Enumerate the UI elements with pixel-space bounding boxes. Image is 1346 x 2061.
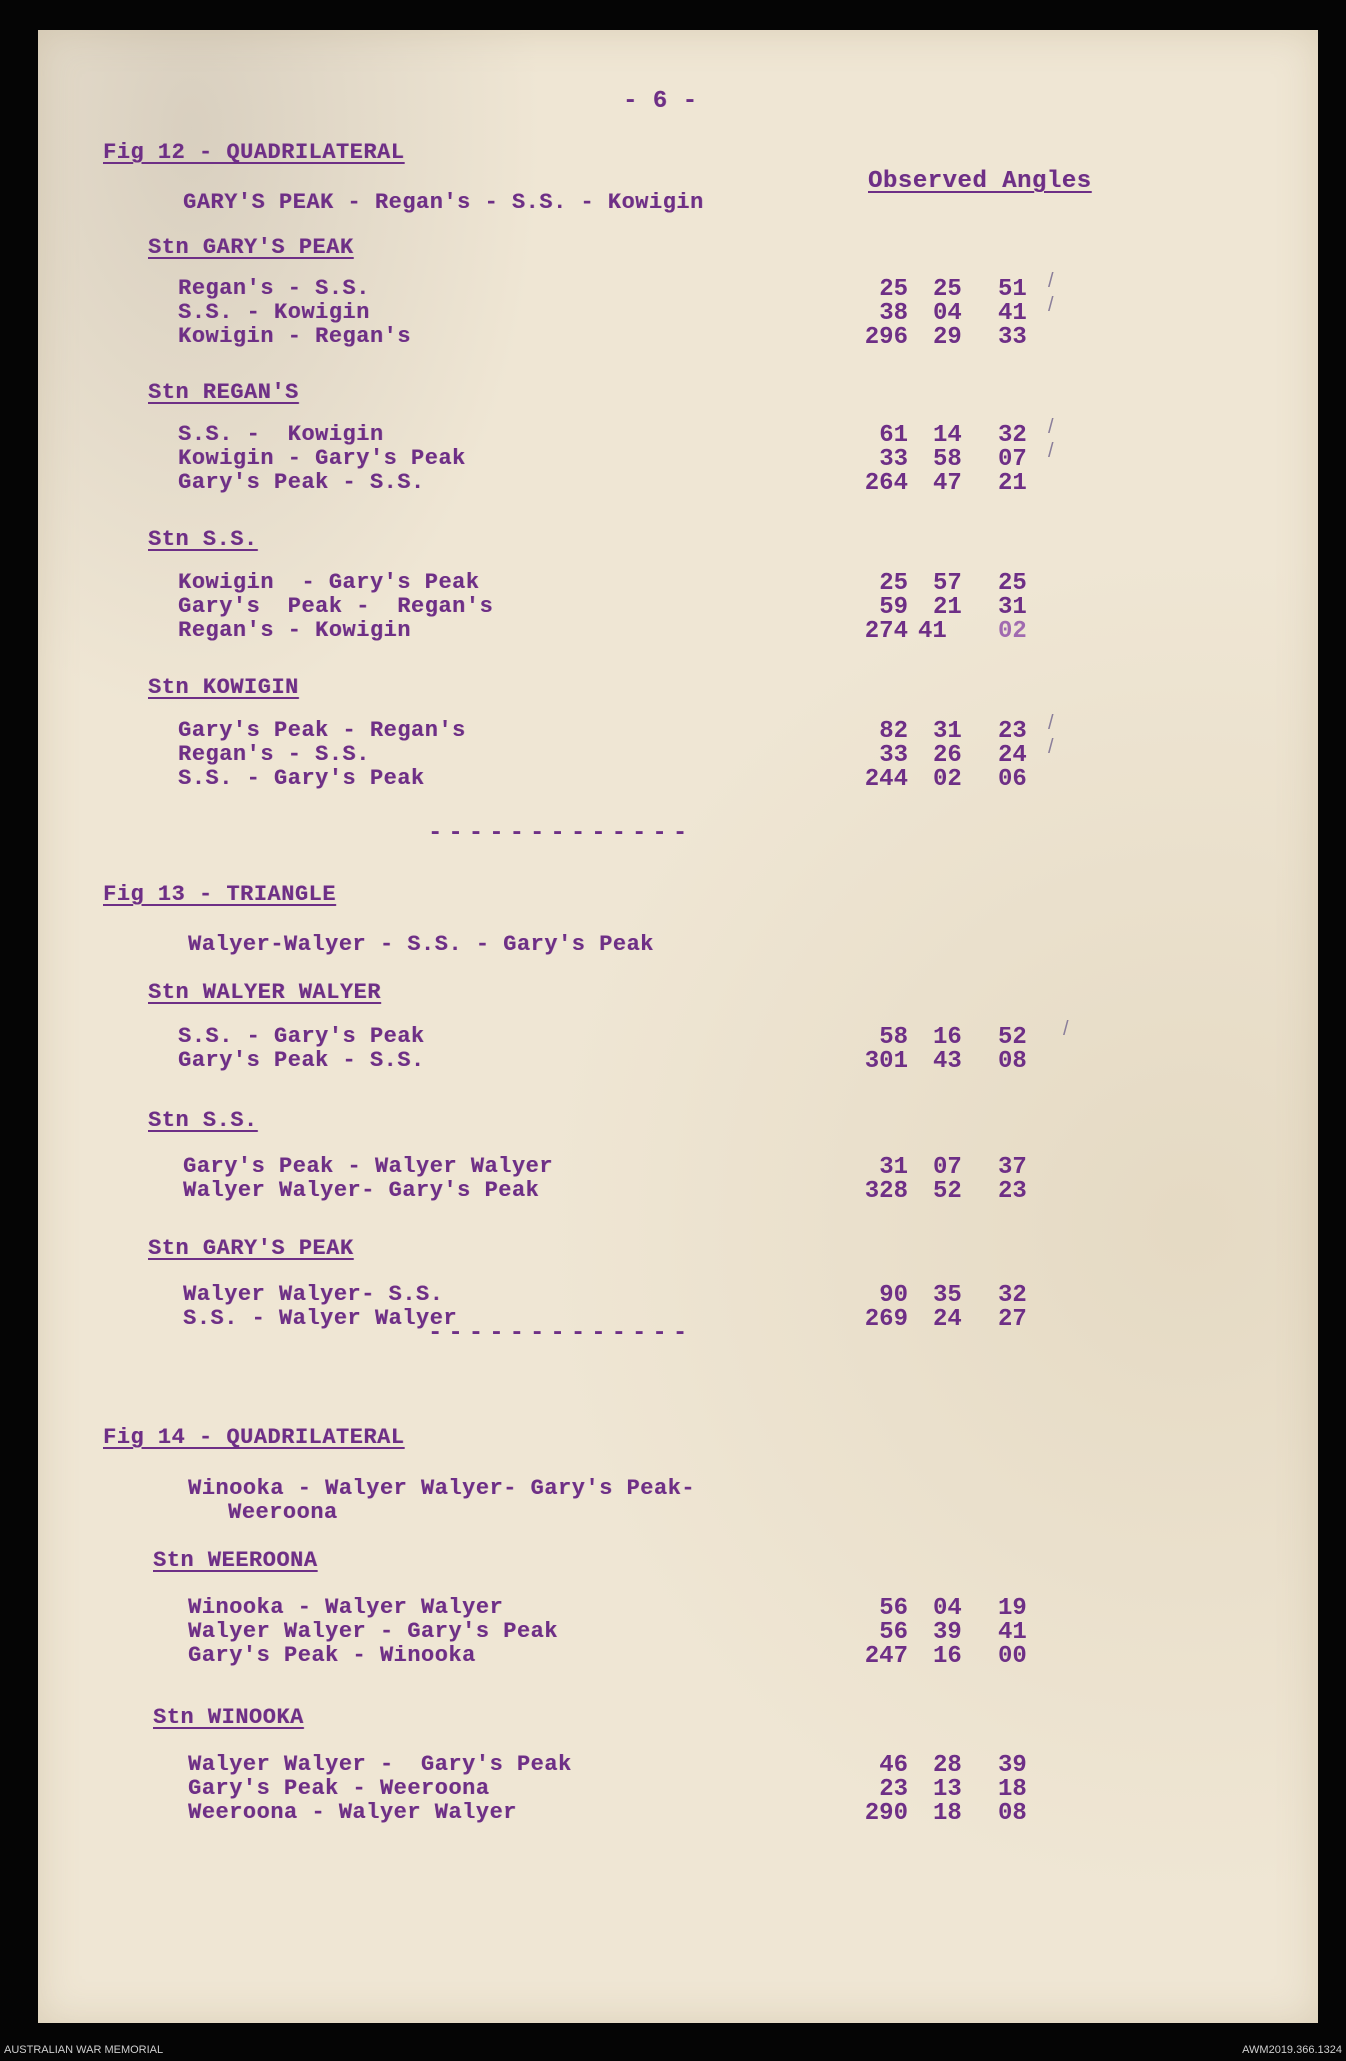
angle-degrees: 244 xyxy=(864,766,908,793)
angle-degrees: 59 xyxy=(879,594,908,621)
angle-minutes: 24 xyxy=(933,1306,962,1333)
angle-label: Walyer Walyer - Gary's Peak xyxy=(188,1619,558,1644)
check-tick: / xyxy=(1048,712,1054,734)
angle-seconds: 27 xyxy=(998,1306,1027,1333)
angle-label: Weeroona - Walyer Walyer xyxy=(188,1800,517,1825)
angle-seconds: 41 xyxy=(998,1619,1027,1646)
angle-label: Gary's Peak - S.S. xyxy=(178,470,425,495)
check-tick: / xyxy=(1048,294,1054,316)
fig12-subtitle: GARY'S PEAK - Regan's - S.S. - Kowigin xyxy=(183,190,704,215)
angle-degrees: 247 xyxy=(864,1643,908,1670)
angle-minutes: 29 xyxy=(933,324,962,351)
angle-label: S.S. - Kowigin xyxy=(178,422,384,447)
angle-minutes: 41 xyxy=(918,618,947,645)
angle-label: S.S. - Kowigin xyxy=(178,300,370,325)
fig14-subtitle-continued: Weeroona xyxy=(228,1500,338,1525)
station-heading: Stn S.S. xyxy=(148,527,258,552)
angle-degrees: 25 xyxy=(879,276,908,303)
angle-minutes: 35 xyxy=(933,1282,962,1309)
angle-label: Kowigin - Gary's Peak xyxy=(178,570,480,595)
angle-degrees: 82 xyxy=(879,718,908,745)
angle-seconds: 24 xyxy=(998,742,1027,769)
angle-degrees: 274 xyxy=(864,618,908,645)
angle-degrees: 61 xyxy=(879,422,908,449)
angle-seconds: 32 xyxy=(998,422,1027,449)
angle-minutes: 39 xyxy=(933,1619,962,1646)
angle-minutes: 25 xyxy=(933,276,962,303)
station-heading: Stn GARY'S PEAK xyxy=(148,1236,354,1261)
document-page xyxy=(38,30,1318,2023)
angle-seconds: 06 xyxy=(998,766,1027,793)
fig13-subtitle: Walyer-Walyer - S.S. - Gary's Peak xyxy=(188,932,654,957)
angle-label: Gary's Peak - Weeroona xyxy=(188,1776,490,1801)
angle-degrees: 33 xyxy=(879,446,908,473)
angle-seconds: 23 xyxy=(998,1178,1027,1205)
angle-label: Regan's - S.S. xyxy=(178,276,370,301)
angle-minutes: 52 xyxy=(933,1178,962,1205)
angle-label: Gary's Peak - Regan's xyxy=(178,594,494,619)
angle-minutes: 58 xyxy=(933,446,962,473)
fig14-title: Fig 14 - QUADRILATERAL xyxy=(103,1425,405,1450)
angle-seconds: 23 xyxy=(998,718,1027,745)
check-tick: / xyxy=(1048,270,1054,292)
angle-minutes: 14 xyxy=(933,422,962,449)
station-heading: Stn WALYER WALYER xyxy=(148,980,381,1005)
station-heading: Stn S.S. xyxy=(148,1108,258,1133)
angle-minutes: 31 xyxy=(933,718,962,745)
angle-minutes: 26 xyxy=(933,742,962,769)
angle-degrees: 290 xyxy=(864,1800,908,1827)
station-heading: Stn REGAN'S xyxy=(148,380,299,405)
check-tick: / xyxy=(1048,736,1054,758)
angle-degrees: 25 xyxy=(879,570,908,597)
station-heading: Stn WINOOKA xyxy=(153,1705,304,1730)
angle-label: S.S. - Walyer Walyer xyxy=(183,1306,458,1331)
angle-label: Gary's Peak - Winooka xyxy=(188,1643,476,1668)
angle-label: Gary's Peak - Regan's xyxy=(178,718,466,743)
angle-degrees: 301 xyxy=(864,1048,908,1075)
angle-label: Regan's - S.S. xyxy=(178,742,370,767)
angle-seconds: 25 xyxy=(998,570,1027,597)
angle-degrees: 56 xyxy=(879,1595,908,1622)
angle-seconds: 07 xyxy=(998,446,1027,473)
angle-degrees: 31 xyxy=(879,1154,908,1181)
angle-label: Winooka - Walyer Walyer xyxy=(188,1595,504,1620)
page-number: - 6 - xyxy=(623,88,698,115)
angle-seconds: 21 xyxy=(998,470,1027,497)
angle-label: Gary's Peak - S.S. xyxy=(178,1048,425,1073)
angle-seconds: 37 xyxy=(998,1154,1027,1181)
section-separator: ------------- xyxy=(428,820,694,847)
angle-minutes: 21 xyxy=(933,594,962,621)
angle-label: Walyer Walyer- Gary's Peak xyxy=(183,1178,540,1203)
angle-degrees: 296 xyxy=(864,324,908,351)
station-heading: Stn KOWIGIN xyxy=(148,675,299,700)
angle-degrees: 58 xyxy=(879,1024,908,1051)
angle-minutes: 18 xyxy=(933,1800,962,1827)
check-tick: / xyxy=(1048,416,1054,438)
angle-minutes: 02 xyxy=(933,766,962,793)
angle-seconds: 41 xyxy=(998,300,1027,327)
angle-minutes: 16 xyxy=(933,1643,962,1670)
angle-seconds: 39 xyxy=(998,1752,1027,1779)
angle-seconds: 51 xyxy=(998,276,1027,303)
angle-degrees: 56 xyxy=(879,1619,908,1646)
angle-degrees: 46 xyxy=(879,1752,908,1779)
check-tick: / xyxy=(1063,1018,1069,1040)
section-separator: ------------- xyxy=(428,1320,694,1347)
angle-seconds: 08 xyxy=(998,1800,1027,1827)
angle-label: Walyer Walyer - Gary's Peak xyxy=(188,1752,572,1777)
angle-minutes: 57 xyxy=(933,570,962,597)
angle-seconds: 31 xyxy=(998,594,1027,621)
angle-label: Kowigin - Gary's Peak xyxy=(178,446,466,471)
angle-minutes: 04 xyxy=(933,300,962,327)
angle-label: Regan's - Kowigin xyxy=(178,618,411,643)
angle-label: Walyer Walyer- S.S. xyxy=(183,1282,444,1307)
archive-reference: AWM2019.366.1324 xyxy=(1242,2044,1342,2056)
angle-degrees: 264 xyxy=(864,470,908,497)
fig12-title: Fig 12 - QUADRILATERAL xyxy=(103,140,405,165)
angle-minutes: 04 xyxy=(933,1595,962,1622)
angle-degrees: 33 xyxy=(879,742,908,769)
angle-seconds: 32 xyxy=(998,1282,1027,1309)
check-tick: / xyxy=(1048,440,1054,462)
fig14-subtitle: Winooka - Walyer Walyer- Gary's Peak- xyxy=(188,1476,695,1501)
angle-label: S.S. - Gary's Peak xyxy=(178,766,425,791)
angle-minutes: 16 xyxy=(933,1024,962,1051)
angle-seconds: 18 xyxy=(998,1776,1027,1803)
angle-seconds: 08 xyxy=(998,1048,1027,1075)
angle-label: Gary's Peak - Walyer Walyer xyxy=(183,1154,553,1179)
column-header: Observed Angles xyxy=(868,168,1092,195)
archive-credit: AUSTRALIAN WAR MEMORIAL xyxy=(4,2044,164,2056)
angle-minutes: 13 xyxy=(933,1776,962,1803)
angle-minutes: 28 xyxy=(933,1752,962,1779)
angle-seconds: 33 xyxy=(998,324,1027,351)
angle-degrees: 38 xyxy=(879,300,908,327)
fig13-title: Fig 13 - TRIANGLE xyxy=(103,882,336,907)
angle-label: S.S. - Gary's Peak xyxy=(178,1024,425,1049)
angle-seconds: 02 xyxy=(998,618,1027,645)
angle-degrees: 90 xyxy=(879,1282,908,1309)
angle-minutes: 07 xyxy=(933,1154,962,1181)
angle-minutes: 43 xyxy=(933,1048,962,1075)
angle-seconds: 00 xyxy=(998,1643,1027,1670)
angle-minutes: 47 xyxy=(933,470,962,497)
angle-seconds: 19 xyxy=(998,1595,1027,1622)
station-heading: Stn WEEROONA xyxy=(153,1548,318,1573)
angle-seconds: 52 xyxy=(998,1024,1027,1051)
angle-degrees: 269 xyxy=(864,1306,908,1333)
angle-label: Kowigin - Regan's xyxy=(178,324,411,349)
station-heading: Stn GARY'S PEAK xyxy=(148,235,354,260)
angle-degrees: 23 xyxy=(879,1776,908,1803)
angle-degrees: 328 xyxy=(864,1178,908,1205)
